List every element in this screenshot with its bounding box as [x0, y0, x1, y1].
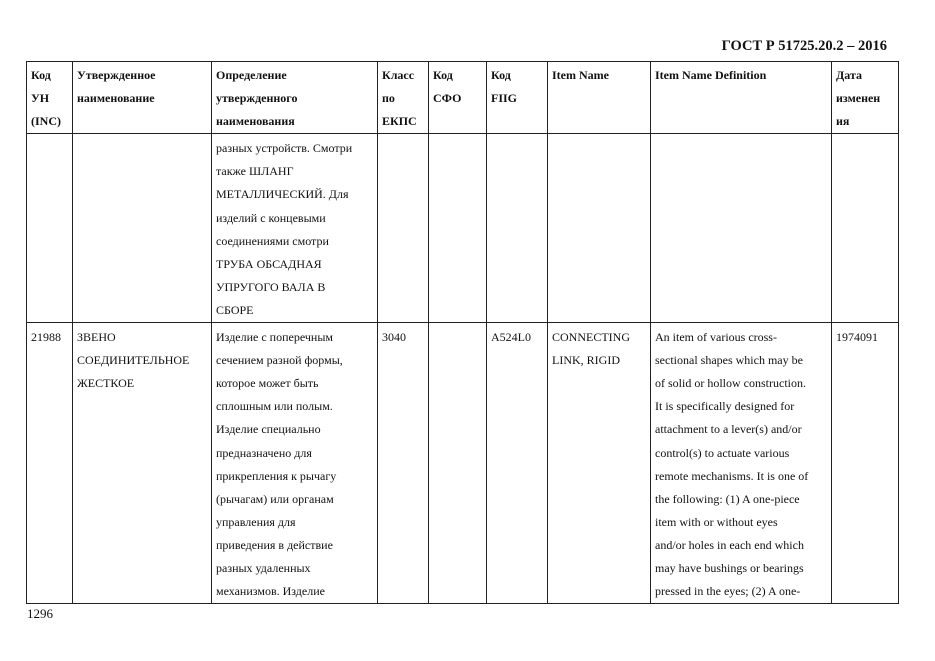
column-header-line: изменен: [836, 91, 881, 106]
column-header-line: Дата: [836, 68, 862, 82]
page-number: 1296: [27, 606, 53, 621]
cell-text-line: control(s) to actuate various: [655, 445, 790, 460]
cell-definition: [212, 323, 378, 604]
column-header-line: ЕКПС: [382, 114, 417, 129]
cell-item-name: [548, 134, 651, 323]
cell-sfo-code: [429, 323, 487, 604]
cell-text-line: управления для: [216, 514, 296, 529]
cell-text-line: 3040: [382, 330, 406, 345]
cell-approved-name: [73, 134, 212, 323]
cell-item-name: [548, 323, 651, 604]
cell-text-line: УПРУГОГО ВАЛА В: [216, 279, 326, 294]
cell-text-line: An item of various cross-: [655, 330, 777, 345]
column-header-line: ия: [836, 114, 850, 129]
column-header-line: Item Name Definition: [655, 68, 767, 82]
column-header-line: наименование: [77, 91, 155, 106]
column-header-line: Определение: [216, 68, 287, 82]
column-header-line: FIIG: [491, 91, 518, 106]
cell-text-line: разных устройств. Смотри: [216, 141, 353, 156]
cell-text-line: Изделие специально: [216, 422, 321, 437]
cell-text-line: также ШЛАНГ: [216, 164, 294, 179]
column-header-item-name: [548, 62, 651, 134]
column-header-line: утвержденного: [216, 91, 298, 106]
cell-text-line: которое может быть: [216, 376, 319, 391]
table-row: [27, 134, 899, 323]
column-header-line: (INC): [31, 114, 61, 129]
cell-text-line: сплошным или полым.: [216, 399, 333, 414]
cell-text-line: СОЕДИНИТЕЛЬНОЕ: [77, 353, 190, 368]
classification-table: [26, 61, 899, 604]
column-header-change-date: [832, 62, 899, 134]
column-header-line: СФО: [433, 91, 462, 106]
column-header-line: по: [382, 91, 395, 106]
cell-text-line: соединениями смотри: [216, 233, 329, 248]
column-header-line: наименования: [216, 114, 295, 129]
cell-text-line: 1974091: [836, 330, 878, 345]
cell-text-line: разных удаленных: [216, 560, 311, 575]
column-header-line: УН: [31, 91, 50, 106]
cell-text-line: A524L0: [491, 330, 531, 345]
document-standard-title: ГОСТ Р 51725.20.2 – 2016: [721, 38, 887, 54]
cell-text-line: Изделие с поперечным: [216, 330, 333, 345]
cell-text-line: (рычагам) или органам: [216, 491, 334, 506]
cell-text-line: ЗВЕНО: [77, 330, 116, 345]
cell-inc-code: [27, 134, 73, 323]
cell-text-line: the following: (1) A one-piece: [655, 491, 800, 506]
cell-text-line: pressed in the eyes; (2) A one-: [655, 584, 801, 599]
cell-fsc-class: [378, 323, 429, 604]
cell-text-line: remote mechanisms. It is one of: [655, 468, 809, 483]
column-header-line: Класс: [382, 68, 415, 82]
cell-text-line: МЕТАЛЛИЧЕСКИЙ. Для: [216, 187, 349, 202]
column-header-line: Код: [31, 68, 51, 82]
cell-text-line: приведения в действие: [216, 537, 333, 552]
column-header-fsc-class: [378, 62, 429, 134]
cell-text-line: СБОРЕ: [216, 302, 254, 317]
cell-fiig-code: [487, 134, 548, 323]
cell-fiig-code: [487, 323, 548, 604]
cell-sfo-code: [429, 134, 487, 323]
cell-text-line: attachment to a lever(s) and/or: [655, 422, 802, 437]
column-header-fiig-code: [487, 62, 548, 134]
cell-definition: [212, 134, 378, 323]
cell-text-line: механизмов. Изделие: [216, 584, 325, 599]
column-header-line: Код: [491, 68, 511, 82]
cell-approved-name: [73, 323, 212, 604]
cell-text-line: LINK, RIGID: [552, 353, 620, 368]
column-header-inc-code: [27, 62, 73, 134]
cell-inc-code: [27, 323, 73, 604]
cell-change-date: [832, 323, 899, 604]
cell-text-line: item with or without eyes: [655, 514, 778, 529]
cell-text-line: of solid or hollow construction.: [655, 376, 806, 391]
column-header-line: Item Name: [552, 68, 609, 82]
cell-item-name-definition: [651, 134, 832, 323]
column-header-approved-name: [73, 62, 212, 134]
cell-text-line: предназначено для: [216, 445, 312, 460]
cell-text-line: CONNECTING: [552, 330, 630, 345]
cell-text-line: 21988: [31, 330, 61, 345]
cell-text-line: прикрепления к рычагу: [216, 468, 337, 483]
cell-change-date: [832, 134, 899, 323]
cell-item-name-definition: [651, 323, 832, 604]
cell-text-line: изделий с концевыми: [216, 210, 326, 225]
cell-fsc-class: [378, 134, 429, 323]
column-header-line: Код: [433, 68, 453, 82]
cell-text-line: and/or holes in each end which: [655, 537, 804, 552]
cell-text-line: ЖЕСТКОЕ: [77, 376, 135, 391]
cell-text-line: sectional shapes which may be: [655, 353, 803, 368]
column-header-sfo-code: [429, 62, 487, 134]
cell-text-line: It is specifically designed for: [655, 399, 795, 414]
column-header-approved-name-definition: [212, 62, 378, 134]
cell-text-line: ТРУБА ОБСАДНАЯ: [216, 256, 322, 271]
table-header-row: [27, 62, 899, 134]
column-header-line: Утвержденное: [77, 68, 156, 82]
column-header-item-name-definition: [651, 62, 832, 134]
cell-text-line: сечением разной формы,: [216, 353, 343, 368]
cell-text-line: may have bushings or bearings: [655, 560, 804, 575]
table-row: [27, 323, 899, 604]
